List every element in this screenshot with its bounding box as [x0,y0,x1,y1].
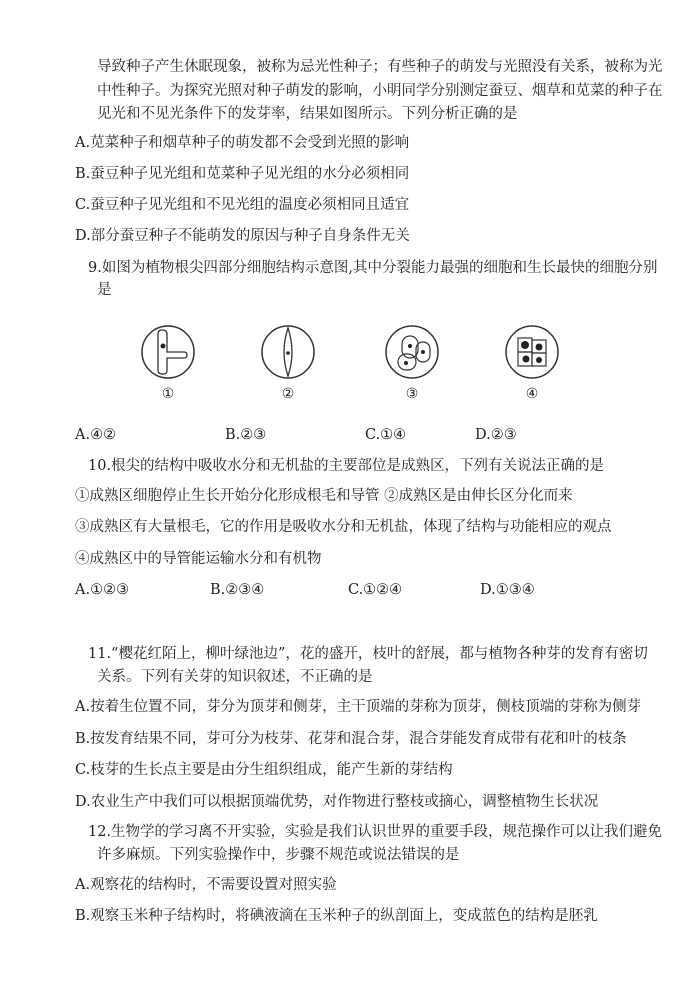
q10-statement-1: ①成熟区细胞停止生长开始分化形成根毛和导管 ②成熟区是由伸长区分化而来 [75,488,573,504]
q11-option-c: C.枝芽的生长点主要是由分生组织组成，能产生新的芽结构 [75,762,453,778]
q8-option-d: D.部分蚕豆种子不能萌发的原因与种子自身条件无关 [75,228,410,244]
q11-option-a: A.按着生位置不同，芽分为顶芽和侧芽，主干顶端的芽称为顶芽，侧枝顶端的芽称为侧芽 [75,699,642,715]
q10-statement-2: ③成熟区有大量根毛，它的作用是吸收水分和无机盐，体现了结构与功能相应的观点 [75,519,612,535]
q10-option-a: A.①②③ [75,582,130,598]
meristem-cells-diagram [506,326,558,402]
q11-option-d: D.农业生产中我们可以根据顶端优势，对作物进行整枝或摘心，调整植物生长状况 [75,794,599,810]
q10-option-c: C.①②④ [348,582,403,598]
q12-option-a: A.观察花的结构时，不需要设置对照实验 [75,877,337,893]
figure-label-4: ④ [525,386,539,402]
q10-options [75,580,635,600]
q10-option-d: D.①③④ [480,582,535,598]
q10-stem: 10.根尖的结构中吸收水分和无机盐的主要部位是成熟区，下列有关说法正确的是 [88,458,605,474]
figure-label-2: ② [281,386,295,402]
q8-stem-line-1: 导致种子产生休眠现象，被称为忌光性种子；有些种子的萌发与光照没有关系，被称为光 [97,59,663,75]
q8-option-a: A.苋菜种子和烟草种子的萌发都不会受到光照的影响 [75,135,410,151]
q12-stem-line-2: 许多麻烦。下列实验操作中，步骤不规范或说法错误的是 [97,847,460,863]
q11-stem-line-2: 关系。下列有关芽的知识叙述，不正确的是 [97,669,373,685]
q12-option-b: B.观察玉米种子结构时，将碘液滴在玉米种子的纵剖面上，变成蓝色的结构是胚乳 [75,908,598,924]
q9-option-b: B.②③ [225,427,267,443]
q9-option-c: C.①④ [365,427,407,443]
q8-option-c: C.蚕豆种子见光组和不见光组的温度必须相同且适宜 [75,197,410,213]
q9-stem-line-2: 是 [97,282,112,298]
q12-stem-line-1: 12.生物学的学习离不开实验，实验是我们认识世界的重要手段，规范操作可以让我们避免 [88,824,663,840]
q10-statement-3: ④成熟区中的导管能运输水分和有机物 [75,551,322,567]
q9-options [75,425,635,445]
round-cells-diagram [386,326,438,402]
figure-label-1: ① [161,386,175,402]
q11-option-b: B.按发育结果不同，芽可分为枝芽、花芽和混合芽，混合芽能发育成带有花和叶的枝条 [75,731,627,747]
root-tip-cells-figure [140,322,560,402]
q8-stem-line-2: 中性种子。为探究光照对种子萌发的影响，小明同学分别测定蚕豆、烟草和苋菜的种子在 [97,83,663,99]
q9-option-d: D.②③ [475,427,517,443]
q9-stem-line-1: 9.如图为植物根尖四部分细胞结构示意图,其中分裂能力最强的细胞和生长最快的细胞分别 [88,260,658,276]
q8-option-b: B.蚕豆种子见光组和苋菜种子见光组的水分必须相同 [75,166,410,182]
q8-stem-line-3: 见光和不见光条件下的发芽率，结果如图所示。下列分析正确的是 [97,106,518,122]
figure-label-3: ③ [405,386,419,402]
q11-stem-line-1: 11.“樱花红陌上，柳叶绿池边”，花的盛开，枝叶的舒展，都与植物各种芽的发育有密切 [88,646,648,662]
q9-option-a: A.④② [75,427,117,443]
root-hair-cell-diagram [142,326,194,402]
elongated-cell-diagram [262,326,314,402]
q10-option-b: B.②③④ [210,582,265,598]
